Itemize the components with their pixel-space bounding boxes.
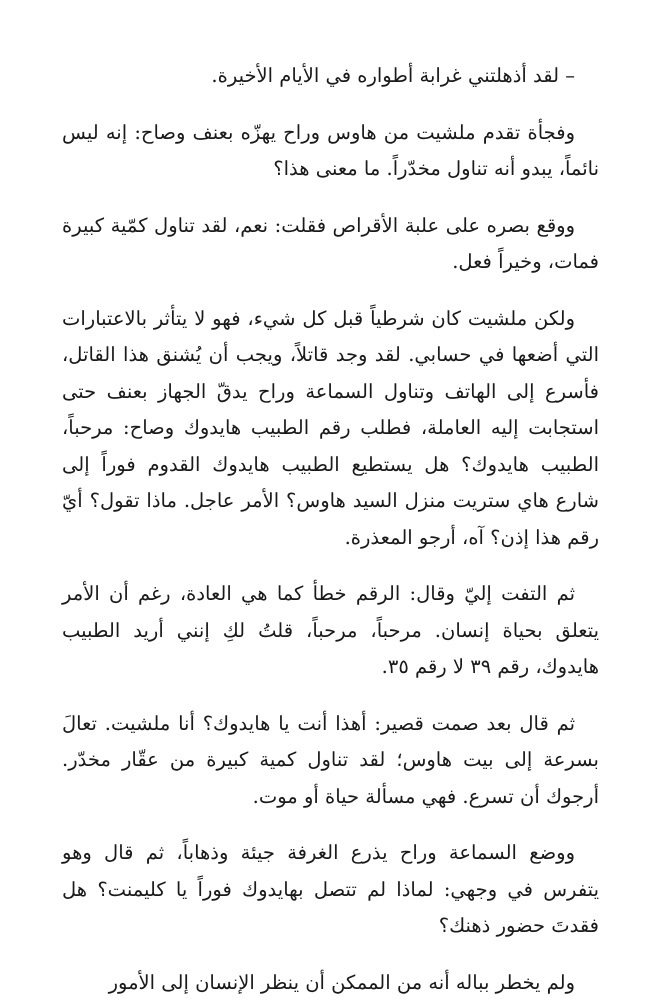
paragraph-2: وفجأة تقدم ملشيت من هاوس وراح يهزّه بعنف وصاح: إنه ليس نائماً، يبدو أنه تناول مخدّراً. ما معنى هذا؟ (62, 115, 599, 188)
paragraph-6: ثم قال بعد صمت قصير: أهذا أنت يا هايدوك؟ أنا ملشيت. تعالَ بسرعة إلى بيت هاوس؛ لقد تناول كمية كبيرة من عقّار مخدّر. أرجوك أن تسرع. فهي مسألة حياة أو موت. (62, 706, 599, 816)
paragraph-5: ثم التفت إليّ وقال: الرقم خطأ كما هي العادة، رغم أن الأمر يتعلق بحياة إنسان. مرحباً، مرحباً، قلتُ لكِ إنني أريد الطبيب هايدوك، رقم ٣٩ لا رقم ٣٥. (62, 576, 599, 686)
paragraph-1: – لقد أذهلتني غرابة أطواره في الأيام الأخيرة. (62, 58, 599, 95)
paragraph-7: ووضع السماعة وراح يذرع الغرفة جيئة وذهاباً، ثم قال وهو يتفرس في وجهي: لماذا لم تتصل بهايدوك فوراً يا كليمنت؟ هل فقدتَ حضور ذهنك؟ (62, 835, 599, 945)
paragraph-4: ولكن ملشيت كان شرطياً قبل كل شيء، فهو لا يتأثر بالاعتبارات التي أضعها في حسابي. لقد وجد قاتلاً، ويجب أن يُشنق هذا القاتل، فأسرع إلى الهاتف وتناول السماعة وراح يدقّ الجهاز بعنف حتى استجابت إليه العاملة، فطلب رقم الطبيب هايدوك وصاح: مرحباً، الطبيب هايدوك؟ هل يستطيع الطبيب هايدوك القدوم فوراً إلى شارع هاي ستريت منزل السيد هاوس؟ الأمر عاجل. ماذا تقول؟ أيّ رقم هذا إذن؟ آه، أرجو المعذرة. (62, 301, 599, 557)
paragraph-3: ووقع بصره على علبة الأقراص فقلت: نعم، لقد تناول كمّية كبيرة فمات، وخيراً فعل. (62, 208, 599, 281)
paragraph-8: ولم يخطر بباله أنه من الممكن أن ينظر الإنسان إلى الأمور (62, 965, 599, 1001)
body-text (62, 58, 599, 1001)
